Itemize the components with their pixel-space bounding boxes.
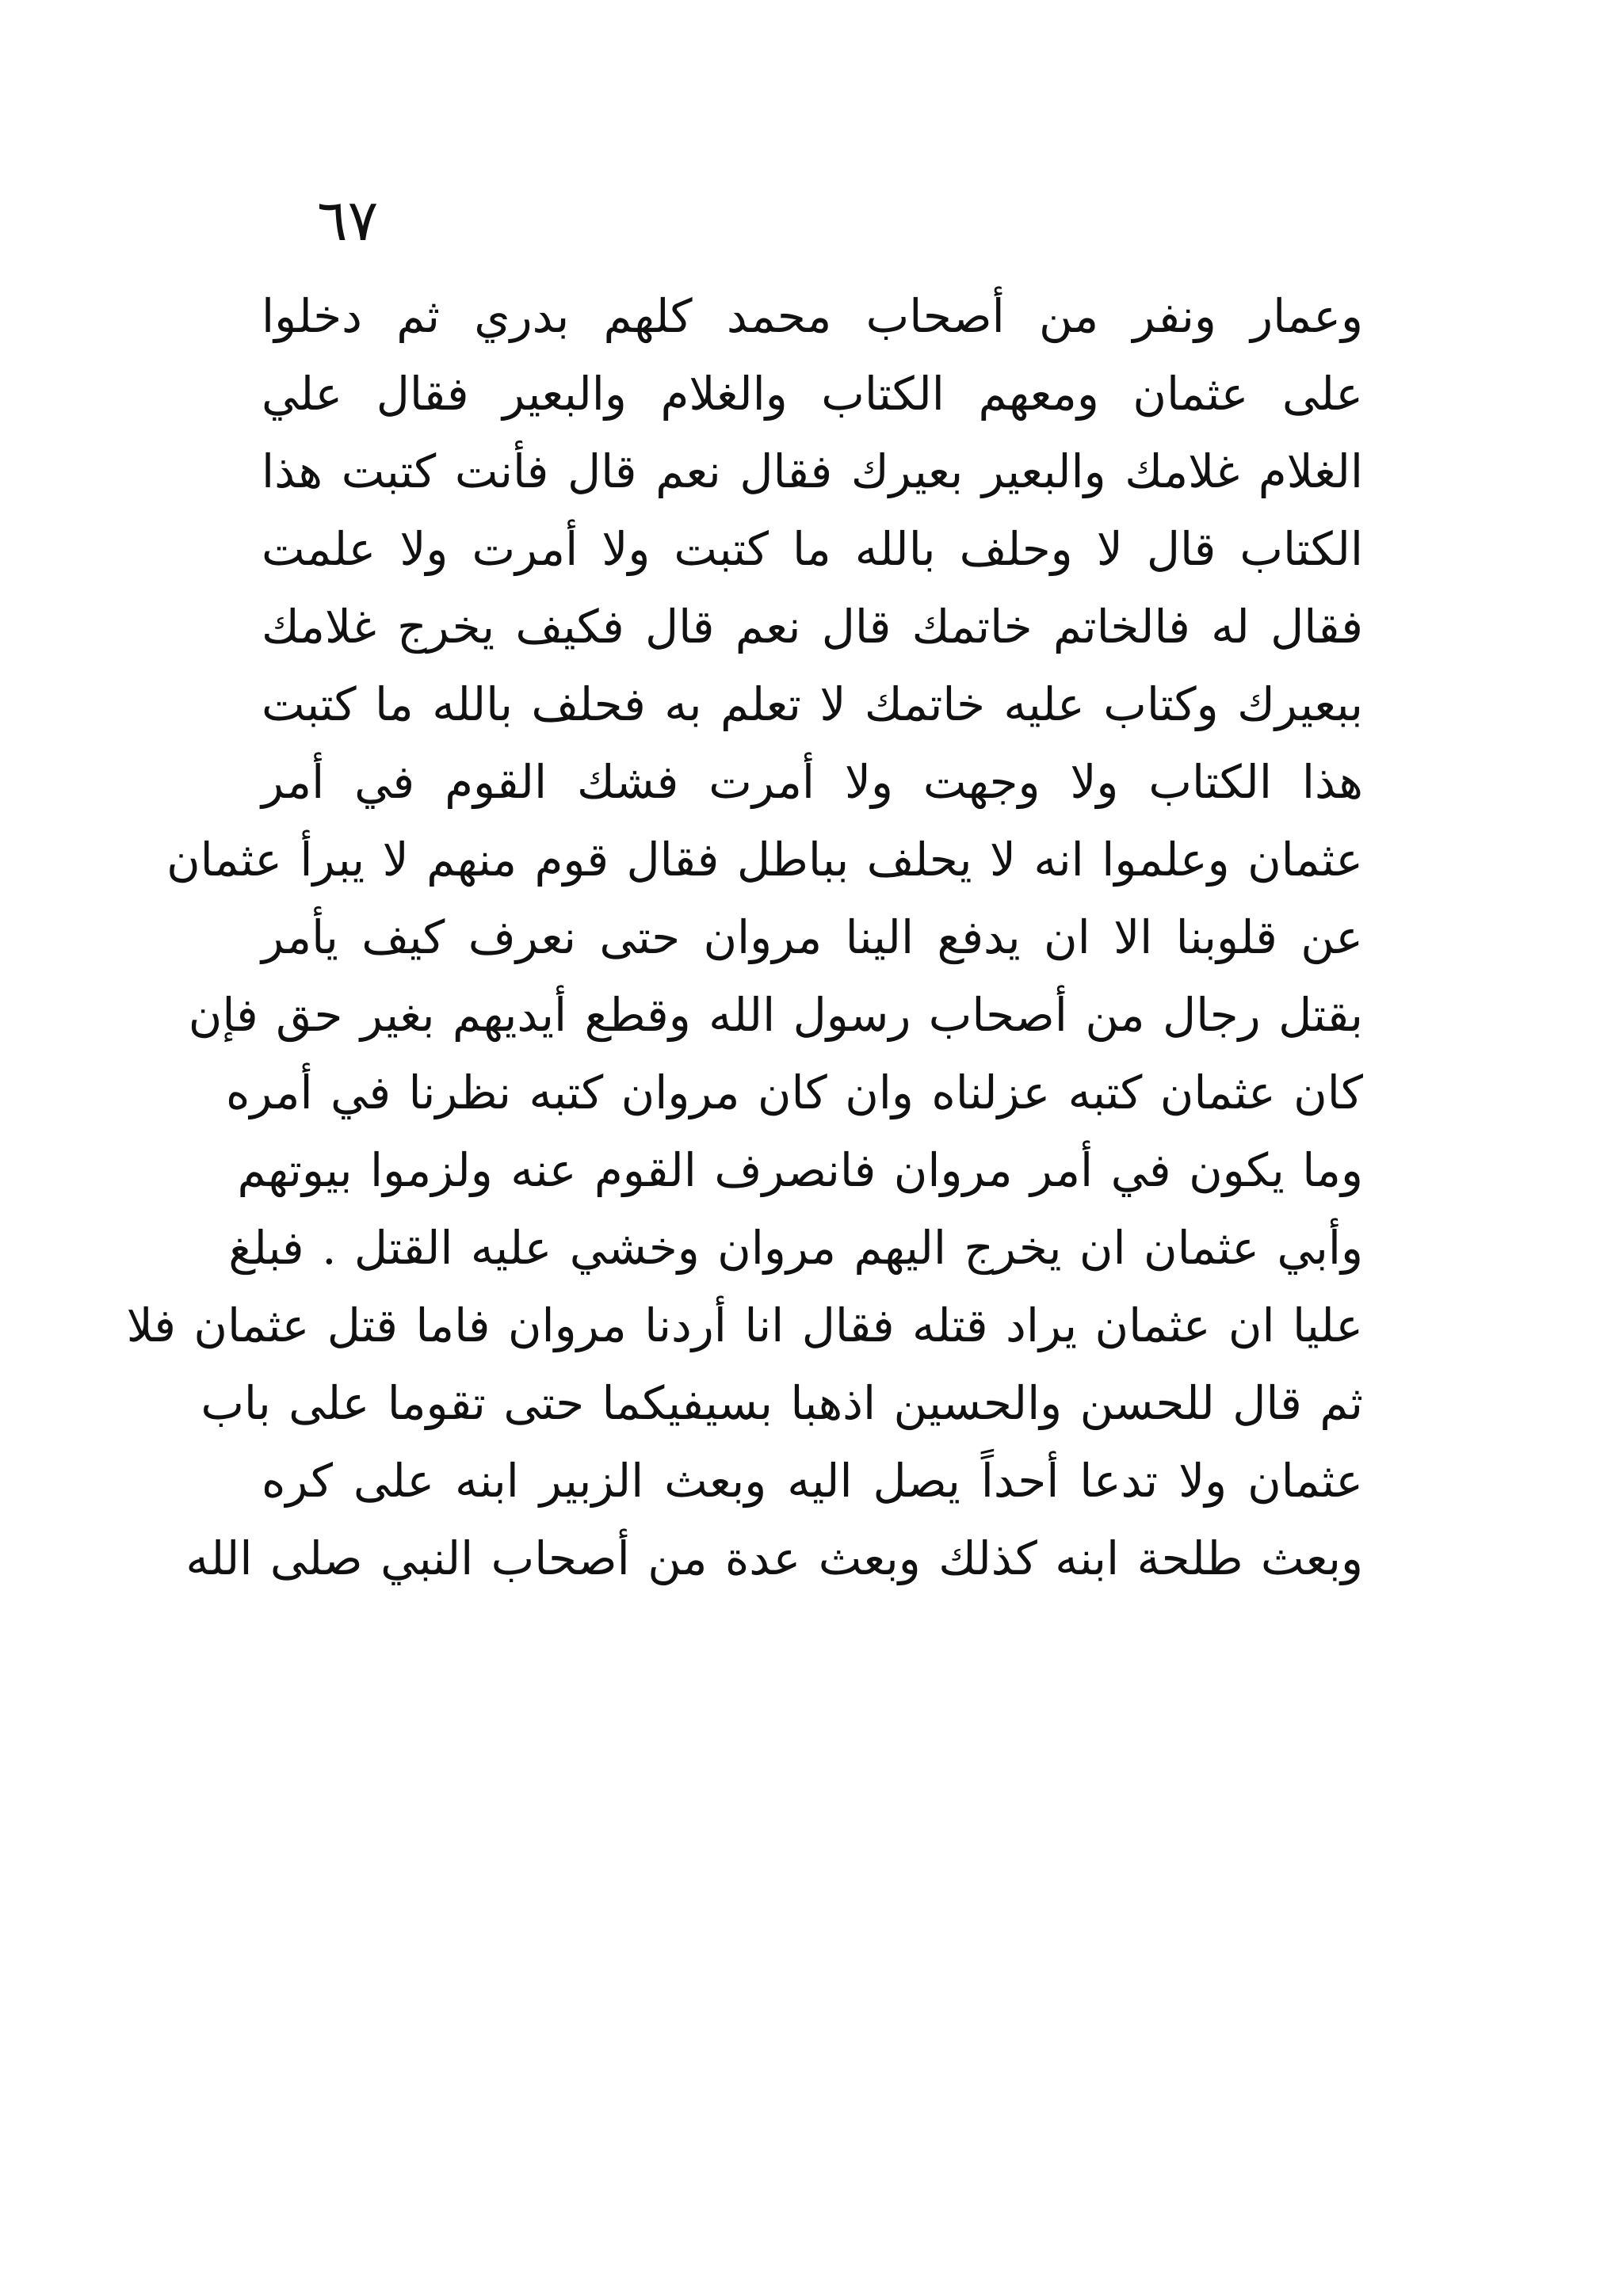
text-line-4: الكتاب قال لا وحلف بالله ما كتبت ولا أمرت ولا علمت	[262, 522, 1363, 576]
text-line-11: كان عثمان كتبه عزلناه وان كان مروان كتبه نظرنا في أمره	[226, 1066, 1363, 1119]
text-line-15: ثم قال للحسن والحسين اذهبا بسيفيكما حتى تقوما على باب	[200, 1376, 1363, 1430]
text-line-7: هذا الكتاب ولا وجهت ولا أمرت فشك القوم في أمر	[262, 755, 1363, 809]
text-line-10: بقتل رجال من أصحاب رسول الله وقطع أيديهم بغير حق فإن	[188, 988, 1363, 1042]
text-line-13: وأبي عثمان ان يخرج اليهم مروان وخشي عليه القتل . فبلغ	[228, 1221, 1363, 1275]
text-line-8: عثمان وعلموا انه لا يحلف بباطل فقال قوم منهم لا يبرأ عثمان	[166, 833, 1363, 887]
text-line-5: فقال له فالخاتم خاتمك قال نعم قال فكيف يخرج غلامك	[262, 600, 1363, 654]
text-line-17: وبعث طلحة ابنه كذلك وبعث عدة من أصحاب النبي صلى الله	[185, 1531, 1363, 1585]
text-line-1: وعمار ونفر من أصحاب محمد كلهم بدري ثم دخلوا	[262, 289, 1363, 343]
text-line-2: على عثمان ومعهم الكتاب والغلام والبعير فقال علي	[262, 367, 1363, 421]
text-line-3: الغلام غلامك والبعير بعيرك فقال نعم قال فأنت كتبت هذا	[262, 444, 1363, 498]
page-number: ٦٧	[317, 187, 379, 254]
text-line-6: ببعيرك وكتاب عليه خاتمك لا تعلم به فحلف بالله ما كتبت	[262, 677, 1363, 731]
text-line-14: عليا ان عثمان يراد قتله فقال انا أردنا مروان فاما قتل عثمان فلا	[126, 1299, 1363, 1352]
text-line-9: عن قلوبنا الا ان يدفع الينا مروان حتى نعرف كيف يأمر	[262, 910, 1363, 964]
text-line-16: عثمان ولا تدعا أحداً يصل اليه وبعث الزبير ابنه على كره	[262, 1454, 1363, 1508]
body-text	[126, 277, 1363, 1597]
text-line-12: وما يكون في أمر مروان فانصرف القوم عنه ولزموا بيوتهم	[237, 1143, 1363, 1197]
